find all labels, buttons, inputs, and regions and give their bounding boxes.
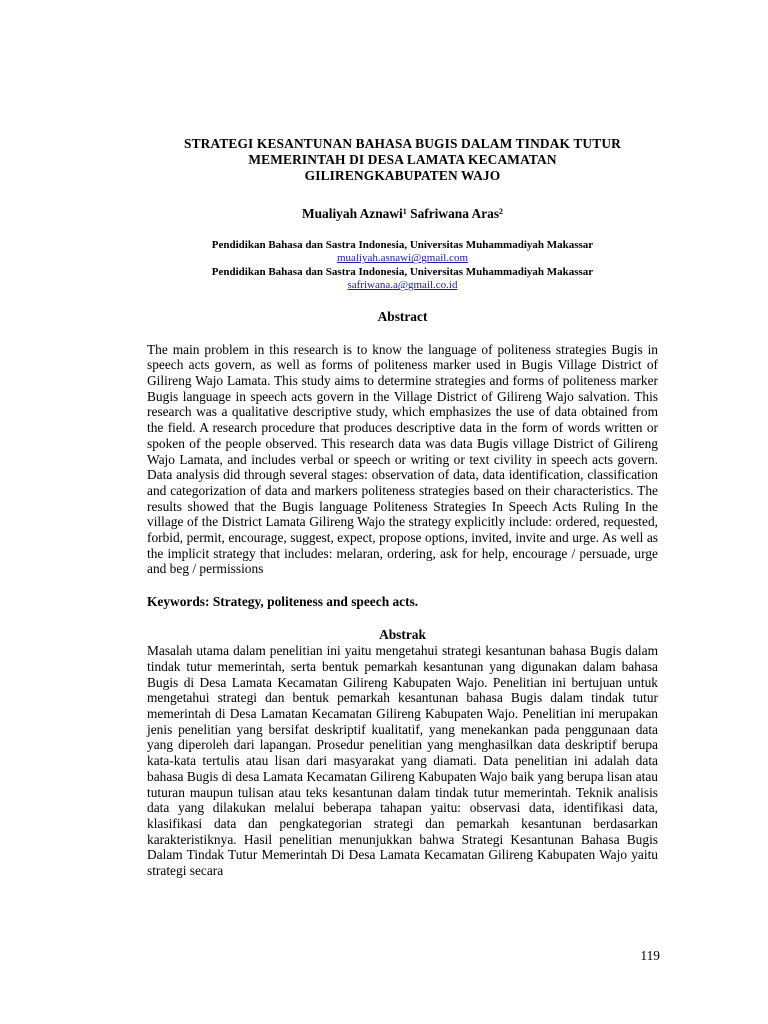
title-line-1: STRATEGI KESANTUNAN BAHASA BUGIS DALAM TINDAK TUTUR [184,136,621,151]
affiliation-institution: Pendidikan Bahasa dan Sastra Indonesia, Universitas Muhammadiyah Makassar [211,265,594,278]
abstract-text: The main problem in this research is to know the language of politeness strategies Bugis in speech acts govern, as well as forms of politeness marker used in Bugis Village District of Gilireng Wajo Lamata. This study aims to determine strategies and forms of politeness marker Bugis language in speech acts govern in the Village District of Gilireng Wajo salvation. This research was a qualitative descriptive study, which emphasizes the use of data obtained from the field. A research procedure that produces descriptive data in the form of words written or spoken of the people observed. This research data was data Bugis village District of Gilireng Wajo Lamata, and includes verbal or speech or writing or text civility in speech acts govern. Data analysis did through several stages: observation of data, data identification, classification and categorization of data and markers politeness strategies based on their characteristics. The results showed that the Bugis language Politeness Strategies In Speech Acts Ruling In the village of the District Lamata Gilireng Wajo the strategy explicitly include: ordered, requested, forbid, permit, encourage, suggest, expect, propose options, invited, invite and urge. As well as the implicit strategy that includes: melaran, ordering, ask for help, encourage / persuade, urge and beg / permissions [147,341,658,577]
title-line-2: MEMERINTAH DI DESA LAMATA KECAMATAN [248,152,557,167]
page-number: 119 [640,948,660,963]
author-email-link[interactable]: mualiyah.asnawi@gmail.com [336,252,469,265]
author-list [147,206,658,222]
title-line-3: GILIRENGKABUPATEN WAJO [304,168,501,183]
author-affiliation-mark: 2 [499,207,504,216]
paper-page [147,136,658,879]
author-affiliation-mark: 1 [402,207,407,216]
author-name: Mualiyah Aznawi [301,206,403,221]
keywords: Keywords: Strategy, politeness and speech acts. [147,594,419,610]
abstrak-text: Masalah utama dalam penelitian ini yaitu mengetahui strategi kesantunan bahasa Bugis dalam tindak tutur memerintah, serta bentuk pemarkah kesantunan yang digunakan dalam bahasa Bugis di Desa Lamata Kecamatan Gilireng Kabupaten Wajo. Penelitian ini bertujuan untuk mengetahui strategi dan bentuk pemarkah kesantunan bahasa Bugis dalam tindak tutur memerintah di Desa Lamatan Kecamatan Gilireng Kabupaten Wajo. Penelitian ini merupakan jenis penelitian yang bersifat deskriptif kualitatif, yang menekankan pada penggunaan data yang diperoleh dari lapangan. Prosedur penelitian yang menghasilkan data deskriptif berupa kata-kata tertulis atau lisan dari masyarakat yang diamati. Data penelitian ini adalah data bahasa Bugis di desa Lamata Kecamatan Gilireng Kabupaten Wajo baik yang berupa lisan atau tuturan maupun tulisan atau teks kesantunan dalam tindak tutur memerintah. Teknik analisis data yang dilakukan melalui beberapa tahapan yaitu: observasi data, identifikasi data, klasifikasi data dan pengkategorian strategi dan pemarkah kesantunan berdasarkan karakteristiknya. Hasil penelitian menunjukkan bahwa Strategi Kesantunan Bahasa Bugis Dalam Tindak Tutur Memerintah Di Desa Lamata Kecamatan Gilireng Kabupaten Wajo yaitu strategi secara [147,643,658,879]
abstract-heading: Abstract [377,308,428,324]
author-email-link[interactable]: safriwana.a@gmail.co.id [347,279,458,292]
affiliation-institution: Pendidikan Bahasa dan Sastra Indonesia, Universitas Muhammadiyah Makassar [211,239,594,251]
paper-title [147,136,658,184]
abstrak-heading: Abstrak [379,627,426,643]
affiliations [147,239,658,293]
author-name: Safriwana Aras [410,206,500,221]
